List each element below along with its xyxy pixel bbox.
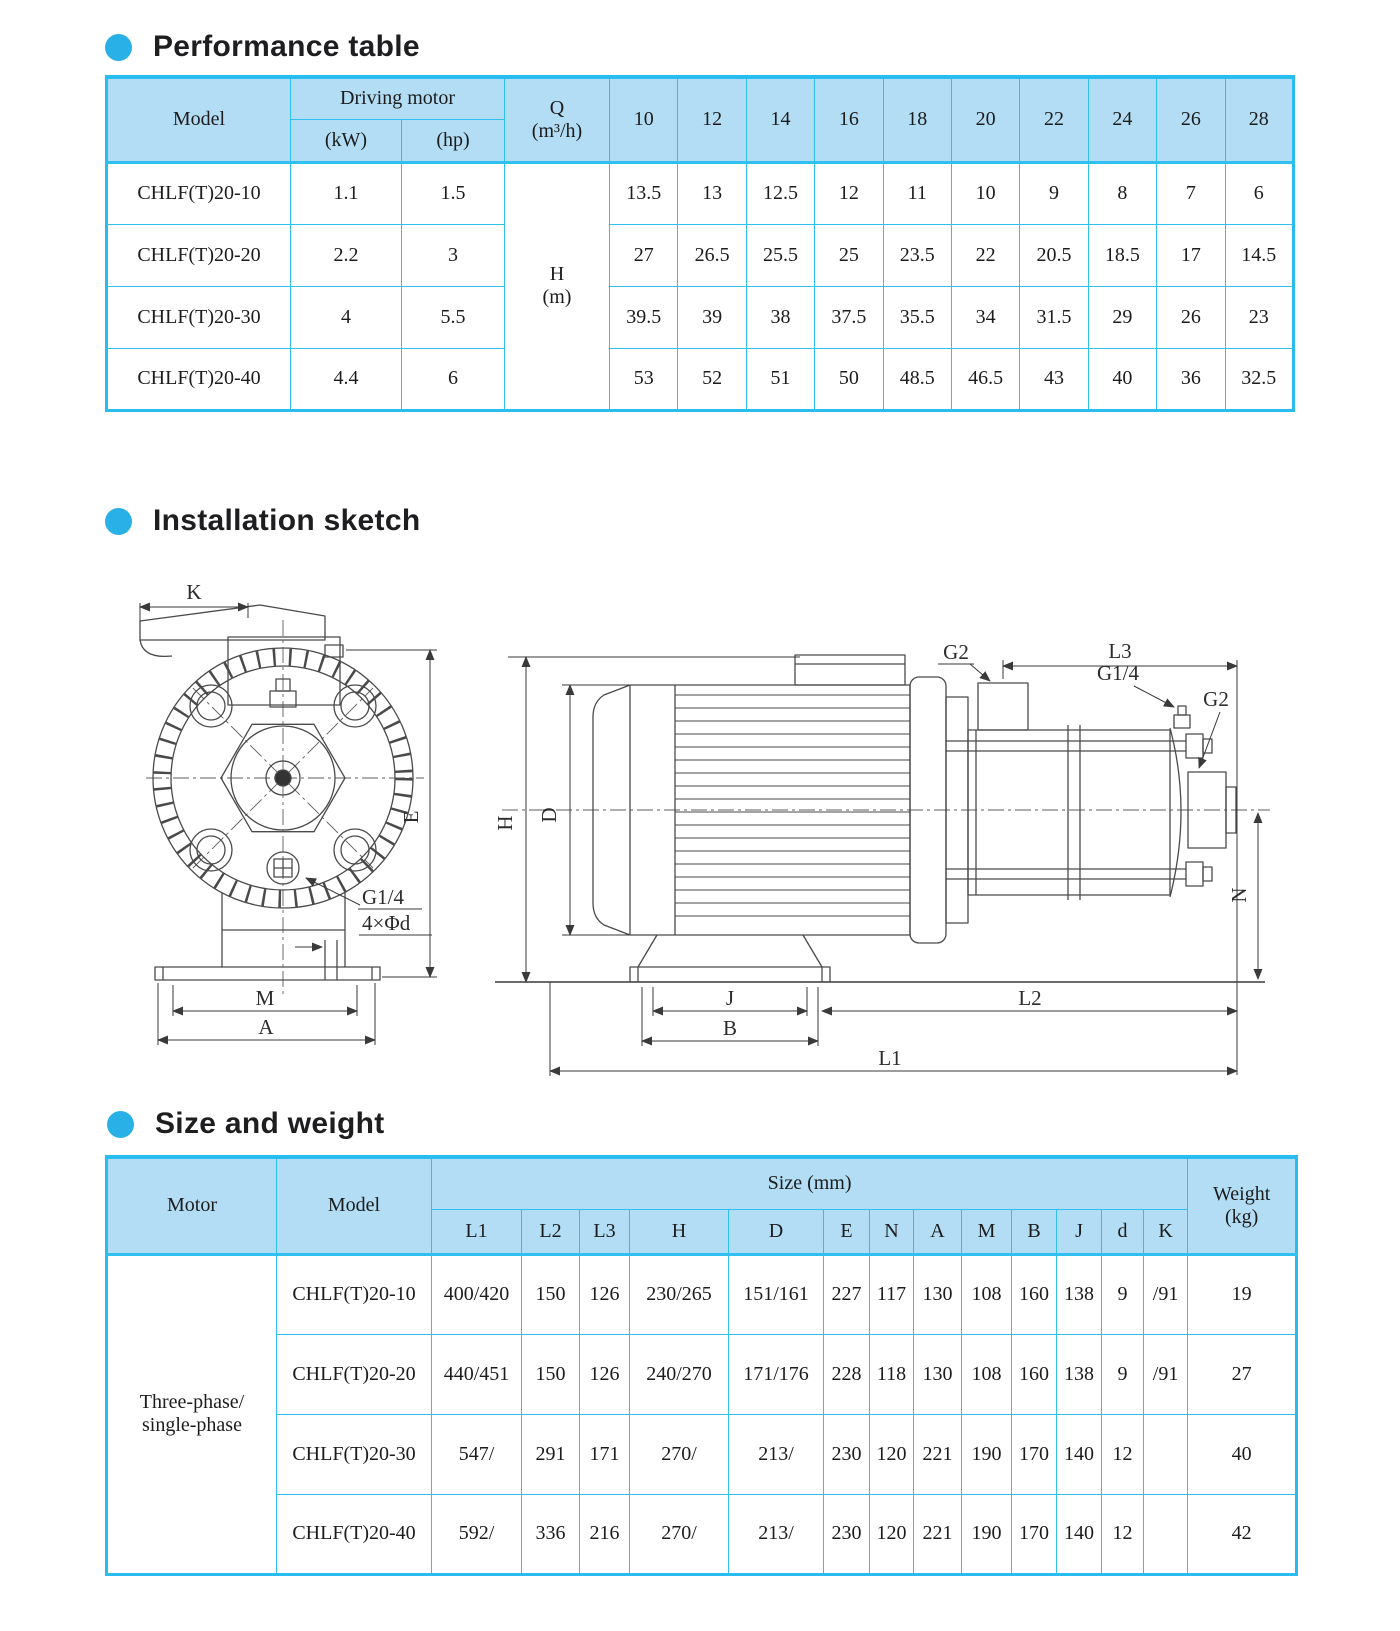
head-value-cell: 35.5 bbox=[883, 286, 951, 348]
size-value-cell: 140 bbox=[1057, 1414, 1102, 1494]
dim-label-b: B bbox=[722, 1016, 738, 1040]
size-value-cell: 547/ bbox=[432, 1414, 522, 1494]
size-value-cell: 221 bbox=[914, 1414, 962, 1494]
size-value-cell: 171 bbox=[580, 1414, 630, 1494]
size-value-cell: 126 bbox=[580, 1254, 630, 1334]
model-cell: CHLF(T)20-20 bbox=[107, 224, 291, 286]
size-value-cell: 227 bbox=[824, 1254, 870, 1334]
size-value-cell: 120 bbox=[870, 1494, 914, 1574]
size-weight-table bbox=[105, 1155, 1298, 1576]
size-header-row-1 bbox=[107, 1157, 1297, 1209]
head-value-cell: 43 bbox=[1020, 348, 1088, 410]
hp-cell: 5.5 bbox=[402, 286, 505, 348]
size-row bbox=[107, 1334, 1297, 1414]
head-value-cell: 39.5 bbox=[610, 286, 678, 348]
size-value-cell: 9 bbox=[1102, 1254, 1144, 1334]
weight-value-cell: 42 bbox=[1188, 1494, 1297, 1574]
size-value-cell: 118 bbox=[870, 1334, 914, 1414]
head-value-cell: 17 bbox=[1157, 224, 1225, 286]
section-size-weight bbox=[107, 1107, 385, 1141]
size-row bbox=[107, 1414, 1297, 1494]
motor-header: Motor bbox=[107, 1157, 277, 1254]
head-value-cell: 34 bbox=[951, 286, 1019, 348]
size-value-cell: 190 bbox=[962, 1414, 1012, 1494]
flow-header-cell: 24 bbox=[1088, 77, 1156, 162]
kw-cell: 2.2 bbox=[291, 224, 402, 286]
flow-header-cell: 28 bbox=[1225, 77, 1293, 162]
size-col-header: N bbox=[870, 1209, 914, 1254]
size-table-body bbox=[107, 1254, 1297, 1574]
weight-value-cell: 19 bbox=[1188, 1254, 1297, 1334]
size-value-cell: 130 bbox=[914, 1334, 962, 1414]
size-value-cell: 213/ bbox=[729, 1414, 824, 1494]
size-value-cell: 160 bbox=[1012, 1334, 1057, 1414]
front-view-dimensions bbox=[140, 580, 437, 1045]
side-view-sketch bbox=[470, 565, 1280, 1085]
size-value-cell: 12 bbox=[1102, 1494, 1144, 1574]
hp-cell: 1.5 bbox=[402, 162, 505, 224]
size-row bbox=[107, 1254, 1297, 1334]
hp-cell: 3 bbox=[402, 224, 505, 286]
flow-header-cell: 20 bbox=[951, 77, 1019, 162]
dim-label-j: J bbox=[725, 986, 735, 1010]
head-value-cell: 26 bbox=[1157, 286, 1225, 348]
flow-header-cell: 16 bbox=[815, 77, 883, 162]
size-value-cell: 270/ bbox=[630, 1414, 729, 1494]
port-label-g2-right: G2 bbox=[1203, 687, 1229, 711]
head-value-cell: 12 bbox=[815, 162, 883, 224]
size-row bbox=[107, 1494, 1297, 1574]
dim-label-l3: L3 bbox=[1108, 639, 1132, 663]
performance-table-body bbox=[107, 162, 1294, 410]
kw-cell: 1.1 bbox=[291, 162, 402, 224]
head-value-cell: 18.5 bbox=[1088, 224, 1156, 286]
head-value-cell: 25.5 bbox=[746, 224, 814, 286]
performance-table bbox=[105, 75, 1295, 412]
head-value-cell: 8 bbox=[1088, 162, 1156, 224]
model-cell: CHLF(T)20-10 bbox=[107, 162, 291, 224]
size-col-header: M bbox=[962, 1209, 1012, 1254]
head-value-cell: 14.5 bbox=[1225, 224, 1293, 286]
model-cell: CHLF(T)20-10 bbox=[277, 1254, 432, 1334]
head-value-cell: 38 bbox=[746, 286, 814, 348]
head-value-cell: 23.5 bbox=[883, 224, 951, 286]
size-value-cell: 170 bbox=[1012, 1414, 1057, 1494]
model-header: Model bbox=[107, 77, 291, 162]
size-value-cell: 108 bbox=[962, 1254, 1012, 1334]
head-value-cell: 6 bbox=[1225, 162, 1293, 224]
flow-header-cell: 22 bbox=[1020, 77, 1088, 162]
motor-type-cell bbox=[107, 1254, 277, 1574]
size-value-cell: 140 bbox=[1057, 1494, 1102, 1574]
section-title: Size and weight bbox=[155, 1107, 385, 1140]
head-value-cell: 27 bbox=[610, 224, 678, 286]
q-symbol: Q bbox=[549, 96, 565, 119]
head-value-cell: 9 bbox=[1020, 162, 1088, 224]
weight-label: Weight bbox=[1213, 1182, 1271, 1205]
head-value-cell: 52 bbox=[678, 348, 746, 410]
flow-header-cell: 26 bbox=[1157, 77, 1225, 162]
size-value-cell: /91 bbox=[1144, 1334, 1188, 1414]
size-col-header: A bbox=[914, 1209, 962, 1254]
model-cell: CHLF(T)20-40 bbox=[107, 348, 291, 410]
size-value-cell: 230/265 bbox=[630, 1254, 729, 1334]
head-unit: (m) bbox=[542, 286, 572, 308]
size-col-header: J bbox=[1057, 1209, 1102, 1254]
size-value-cell: 138 bbox=[1057, 1254, 1102, 1334]
dim-label-e: E bbox=[399, 810, 423, 824]
head-value-cell: 7 bbox=[1157, 162, 1225, 224]
q-unit: (m³/h) bbox=[531, 119, 583, 142]
model-cell: CHLF(T)20-40 bbox=[277, 1494, 432, 1574]
performance-row bbox=[107, 224, 1294, 286]
head-value-cell: 40 bbox=[1088, 348, 1156, 410]
head-value-cell: 20.5 bbox=[1020, 224, 1088, 286]
size-value-cell: 240/270 bbox=[630, 1334, 729, 1414]
weight-header bbox=[1188, 1157, 1297, 1254]
head-value-cell: 11 bbox=[883, 162, 951, 224]
dim-label-a: A bbox=[258, 1015, 274, 1039]
head-value-cell: 13 bbox=[678, 162, 746, 224]
side-view-dimensions bbox=[493, 639, 1258, 1076]
q-header bbox=[505, 77, 610, 162]
model-header: Model bbox=[277, 1157, 432, 1254]
head-value-cell: 48.5 bbox=[883, 348, 951, 410]
size-value-cell: 336 bbox=[522, 1494, 580, 1574]
hp-cell: 6 bbox=[402, 348, 505, 410]
size-value-cell: 170 bbox=[1012, 1494, 1057, 1574]
size-value-cell bbox=[1144, 1494, 1188, 1574]
kw-header: (kW) bbox=[291, 119, 402, 162]
performance-row bbox=[107, 348, 1294, 410]
weight-value-cell: 40 bbox=[1188, 1414, 1297, 1494]
port-label-g2-top: G2 bbox=[943, 640, 969, 664]
size-value-cell: 440/451 bbox=[432, 1334, 522, 1414]
size-col-header: B bbox=[1012, 1209, 1057, 1254]
size-value-cell: 228 bbox=[824, 1334, 870, 1414]
size-col-header: E bbox=[824, 1209, 870, 1254]
weight-unit: (kg) bbox=[1225, 1205, 1259, 1228]
head-value-cell: 26.5 bbox=[678, 224, 746, 286]
size-value-cell: 9 bbox=[1102, 1334, 1144, 1414]
size-col-header: L3 bbox=[580, 1209, 630, 1254]
port-label-g14: G1/4 bbox=[362, 885, 404, 909]
section-title: Installation sketch bbox=[153, 504, 421, 537]
head-value-cell: 50 bbox=[815, 348, 883, 410]
size-value-cell: 126 bbox=[580, 1334, 630, 1414]
size-value-cell: 216 bbox=[580, 1494, 630, 1574]
weight-value-cell: 27 bbox=[1188, 1334, 1297, 1414]
pump-side-body bbox=[593, 655, 1236, 982]
head-value-cell: 32.5 bbox=[1225, 348, 1293, 410]
bolt-hole-note: 4×Φd bbox=[362, 911, 411, 935]
head-value-cell: 12.5 bbox=[746, 162, 814, 224]
size-value-cell: 221 bbox=[914, 1494, 962, 1574]
kw-cell: 4 bbox=[291, 286, 402, 348]
head-value-cell: 36 bbox=[1157, 348, 1225, 410]
hp-header: (hp) bbox=[402, 119, 505, 162]
head-value-cell: 22 bbox=[951, 224, 1019, 286]
section-title: Performance table bbox=[153, 30, 420, 63]
head-value-cell: 13.5 bbox=[610, 162, 678, 224]
head-value-cell: 51 bbox=[746, 348, 814, 410]
head-value-cell: 23 bbox=[1225, 286, 1293, 348]
head-value-cell: 29 bbox=[1088, 286, 1156, 348]
size-value-cell bbox=[1144, 1414, 1188, 1494]
performance-header-row-1 bbox=[107, 77, 1294, 119]
head-value-cell: 46.5 bbox=[951, 348, 1019, 410]
dim-label-l1: L1 bbox=[878, 1046, 902, 1070]
size-value-cell: 150 bbox=[522, 1254, 580, 1334]
size-value-cell: 108 bbox=[962, 1334, 1012, 1414]
dim-label-n: N bbox=[1227, 887, 1251, 903]
size-value-cell: 130 bbox=[914, 1254, 962, 1334]
size-value-cell: 138 bbox=[1057, 1334, 1102, 1414]
bullet-icon bbox=[105, 508, 132, 535]
size-value-cell: 230 bbox=[824, 1494, 870, 1574]
performance-row bbox=[107, 286, 1294, 348]
size-col-header: d bbox=[1102, 1209, 1144, 1254]
size-value-cell: /91 bbox=[1144, 1254, 1188, 1334]
size-value-cell: 291 bbox=[522, 1414, 580, 1494]
head-symbol: H bbox=[549, 263, 565, 285]
dim-label-h: H bbox=[493, 815, 517, 831]
section-installation bbox=[105, 504, 420, 538]
motor-type-line: Three-phase/ bbox=[139, 1391, 245, 1413]
bullet-icon bbox=[107, 1111, 134, 1138]
size-value-cell: 213/ bbox=[729, 1494, 824, 1574]
front-view-sketch bbox=[110, 565, 450, 1065]
dim-label-k: K bbox=[186, 580, 202, 604]
motor-type-line: single-phase bbox=[142, 1414, 242, 1436]
kw-cell: 4.4 bbox=[291, 348, 402, 410]
size-group-header: Size (mm) bbox=[432, 1157, 1188, 1209]
size-value-cell: 400/420 bbox=[432, 1254, 522, 1334]
dim-label-l2: L2 bbox=[1018, 986, 1042, 1010]
size-value-cell: 151/161 bbox=[729, 1254, 824, 1334]
size-value-cell: 171/176 bbox=[729, 1334, 824, 1414]
size-value-cell: 160 bbox=[1012, 1254, 1057, 1334]
flow-header-cell: 14 bbox=[746, 77, 814, 162]
driving-motor-header: Driving motor bbox=[291, 77, 505, 119]
size-value-cell: 150 bbox=[522, 1334, 580, 1414]
head-value-cell: 25 bbox=[815, 224, 883, 286]
head-value-cell: 39 bbox=[678, 286, 746, 348]
head-value-cell: 53 bbox=[610, 348, 678, 410]
head-unit-cell bbox=[505, 162, 610, 410]
size-col-header: L2 bbox=[522, 1209, 580, 1254]
dim-label-m: M bbox=[255, 986, 275, 1010]
size-value-cell: 190 bbox=[962, 1494, 1012, 1574]
head-value-cell: 31.5 bbox=[1020, 286, 1088, 348]
size-value-cell: 12 bbox=[1102, 1414, 1144, 1494]
size-col-header: L1 bbox=[432, 1209, 522, 1254]
bullet-icon bbox=[105, 34, 132, 61]
size-value-cell: 270/ bbox=[630, 1494, 729, 1574]
model-cell: CHLF(T)20-20 bbox=[277, 1334, 432, 1414]
flow-header-cell: 12 bbox=[678, 77, 746, 162]
performance-row bbox=[107, 162, 1294, 224]
section-performance bbox=[105, 30, 420, 64]
dim-label-d: D bbox=[537, 807, 561, 823]
size-value-cell: 117 bbox=[870, 1254, 914, 1334]
head-value-cell: 10 bbox=[951, 162, 1019, 224]
flow-header-cell: 10 bbox=[610, 77, 678, 162]
size-col-header: K bbox=[1144, 1209, 1188, 1254]
model-cell: CHLF(T)20-30 bbox=[277, 1414, 432, 1494]
head-value-cell: 37.5 bbox=[815, 286, 883, 348]
size-col-header: H bbox=[630, 1209, 729, 1254]
model-cell: CHLF(T)20-30 bbox=[107, 286, 291, 348]
port-label-g14-side: G1/4 bbox=[1097, 661, 1139, 685]
flow-header-cell: 18 bbox=[883, 77, 951, 162]
size-value-cell: 120 bbox=[870, 1414, 914, 1494]
size-value-cell: 592/ bbox=[432, 1494, 522, 1574]
size-value-cell: 230 bbox=[824, 1414, 870, 1494]
size-col-header: D bbox=[729, 1209, 824, 1254]
